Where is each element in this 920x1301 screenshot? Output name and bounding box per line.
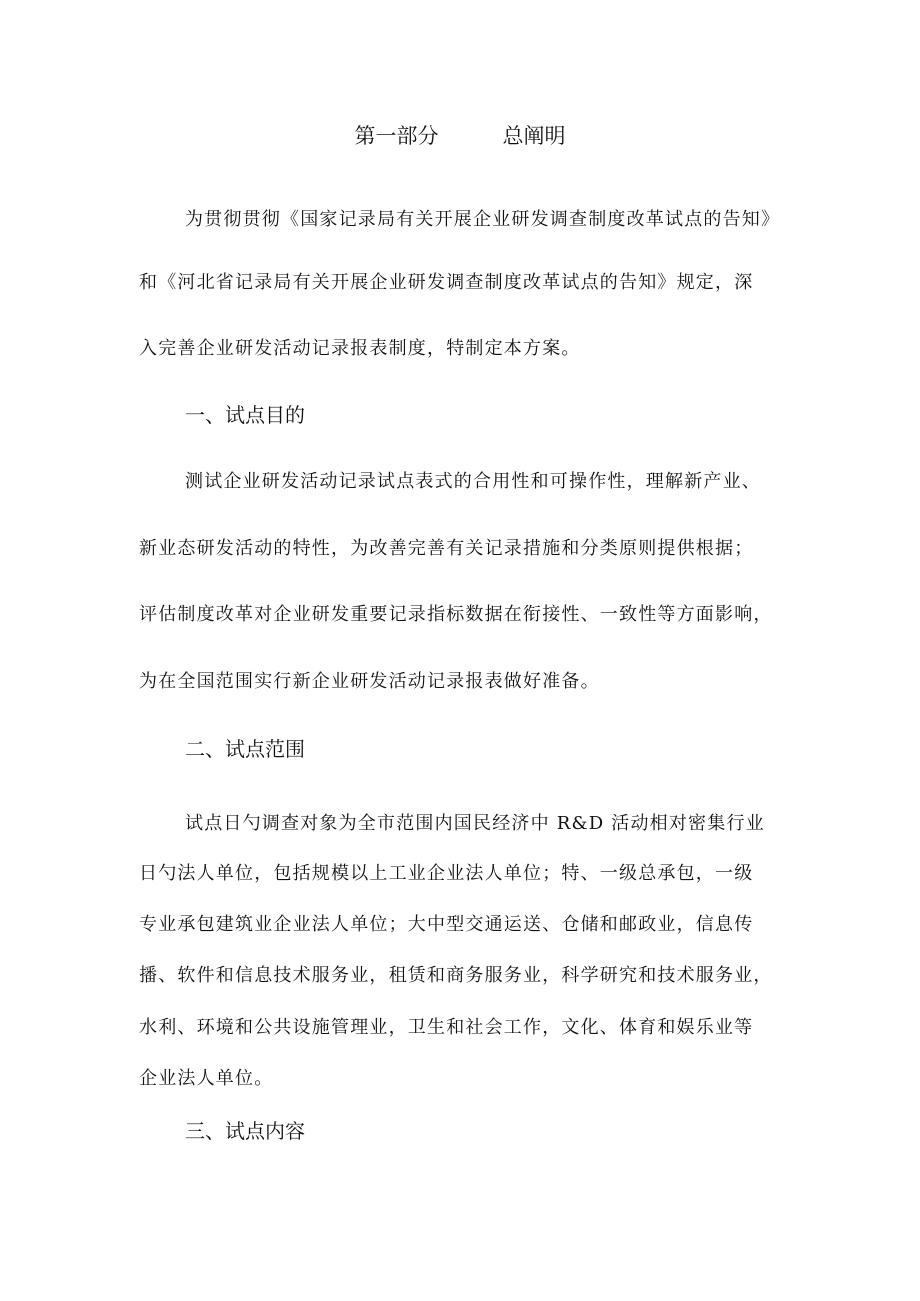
scope-line-4: 播、软件和信息技术服务业，租赁和商务服务业，科学研究和技术服务业， <box>139 965 773 986</box>
section-heading-purpose: 一、试点目的 <box>185 403 305 427</box>
intro-line-1: 为贯彻贯彻《国家记录局有关开展企业研发调查制度改革试点的告知》 <box>185 209 781 230</box>
purpose-line-1: 测试企业研发活动记录试点表式的合用性和可操作性，理解新产业、 <box>185 471 761 492</box>
title-name: 总阐明 <box>502 124 566 148</box>
scope-line-5: 水利、环境和公共设施管理业，卫生和社会工作，文化、体育和娱乐业等 <box>139 1017 754 1038</box>
scope-line-3: 专业承包建筑业企业法人单位；大中型交通运送、仓储和邮政业，信息传 <box>139 914 754 935</box>
intro-line-2: 和《河北省记录局有关开展企业研发调查制度改革试点的告知》规定，深 <box>139 272 754 293</box>
intro-line-3: 入完善企业研发活动记录报表制度，特制定本方案。 <box>139 338 581 359</box>
page-title <box>0 120 920 150</box>
purpose-line-4: 为在全国范围实行新企业研发活动记录报表做好准备。 <box>139 671 600 692</box>
scope-line-1: 试点日勺调查对象为全市范围内国民经济中 R&D 活动相对密集行业 <box>185 813 765 834</box>
section-heading-content: 三、试点内容 <box>185 1119 305 1143</box>
purpose-line-2: 新业态研发活动的特性，为改善完善有关记录措施和分类原则提供根据； <box>139 538 754 559</box>
scope-line-2: 日勺法人单位，包括规模以上工业企业法人单位；特、一级总承包，一级 <box>139 863 754 884</box>
scope-line-6: 企业法人单位。 <box>139 1068 274 1089</box>
title-part: 第一部分 <box>354 124 439 148</box>
section-heading-scope: 二、试点范围 <box>185 737 305 761</box>
purpose-line-3: 评估制度改革对企业研发重要记录指标数据在衔接性、一致性等方面影响， <box>139 604 773 625</box>
